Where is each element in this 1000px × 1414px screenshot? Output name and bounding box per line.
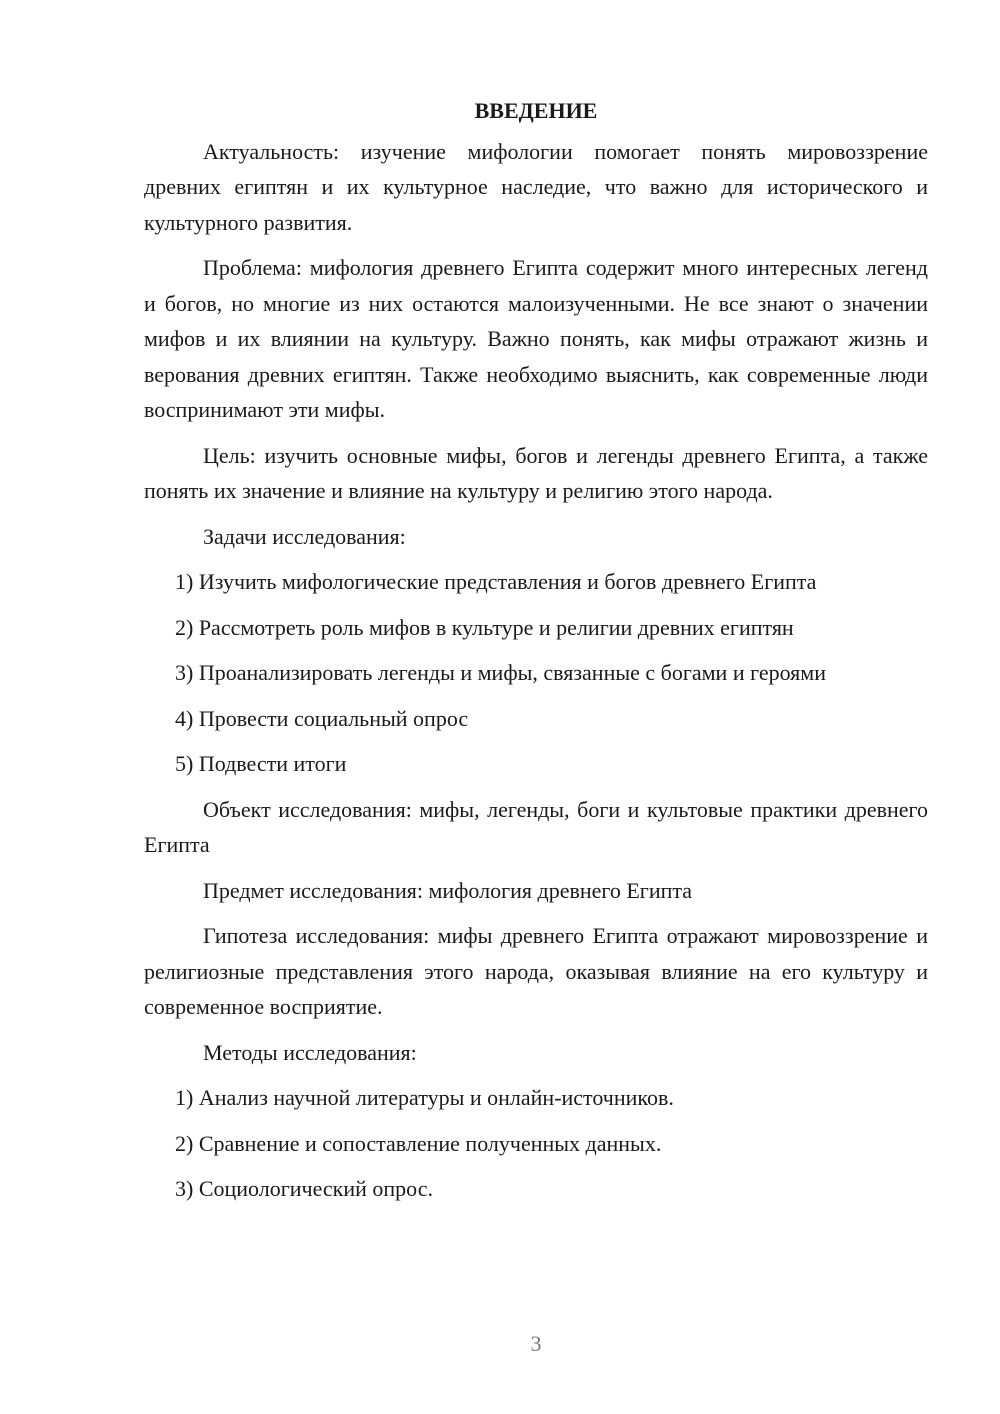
list-item: 2) Сравнение и сопоставление полученных данных. (175, 1130, 662, 1156)
list-item: 1) Изучить мифологические представления и богов древнего Египта (175, 569, 817, 594)
problem-paragraph: Проблема: мифология древнего Египта содержит много интересных легенд и богов, но многие из них остаются малоизученными. Не все знают о значении мифов и их влиянии на культуру. Важно понять, как мифы отражают жизнь и верования древних египтян. Также необходимо выяснить, как современные люди воспринимают эти мифы. (144, 255, 928, 422)
goal-paragraph: Цель: изучить основные мифы, богов и легенды древнего Египта, а также понять их значение и влияние на культуру и религию этого народа. (144, 442, 928, 503)
hypothesis-paragraph: Гипотеза исследования: мифы древнего Египта отражают мировоззрение и религиозные представления этого народа, оказывая влияние на его культуру и современное восприятие. (144, 923, 928, 1019)
relevance-paragraph: Актуальность: изучение мифологии помогает понять мировоззрение древних египтян и их культурное наследие, что важно для исторического и культурного развития. (144, 138, 928, 235)
tasks-heading: Задачи исследования: (203, 523, 406, 549)
list-item: 4) Провести социальный опрос (175, 705, 469, 731)
list-item: 3) Социологический опрос. (175, 1176, 433, 1201)
subject-paragraph: Предмет исследования: мифология древнего Египта (203, 877, 693, 903)
list-item: 3) Проанализировать легенды и мифы, связанные с богами и героями (175, 660, 826, 685)
object-paragraph: Объект исследования: мифы, легенды, боги и культовые практики древнего Египта (144, 796, 928, 857)
tasks-list (144, 564, 928, 782)
list-item: 2) Рассмотреть роль мифов в культуре и религии древних египтян (175, 614, 794, 640)
page-title: ВВЕДЕНИЕ (474, 98, 598, 123)
methods-heading: Методы исследования: (203, 1039, 417, 1065)
page-number: 3 (530, 1331, 542, 1356)
methods-list (144, 1080, 928, 1207)
list-item: 1) Анализ научной литературы и онлайн-источников. (175, 1085, 674, 1110)
list-item: 5) Подвести итоги (175, 751, 347, 776)
page-content (144, 93, 928, 1217)
